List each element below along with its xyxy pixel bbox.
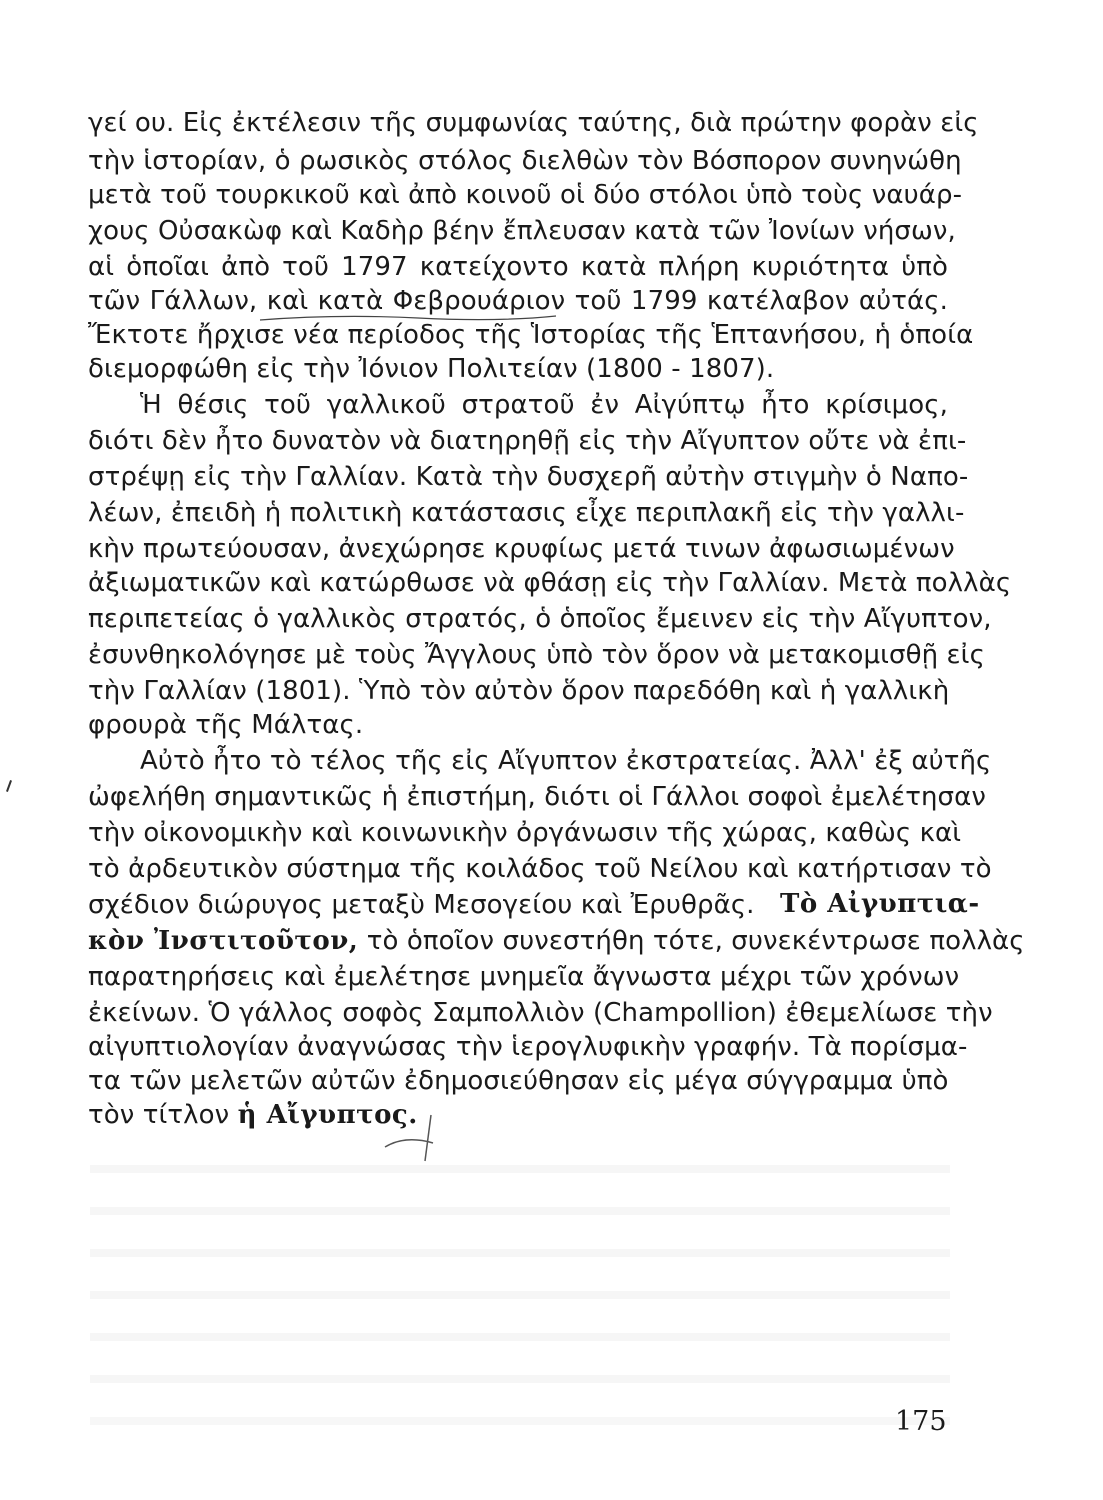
text-line: διότι δὲν ἦτο δυνατὸν νὰ διατηρηθῇ εἰς τὴν Αἴγυπτον οὔτε νὰ ἐπι- xyxy=(88,426,967,456)
institute-title-part-1: Τὸ Αἰγυπτια- xyxy=(780,889,980,919)
text-line: λέων, ἐπειδὴ ἡ πολιτικὴ κατάστασις εἶχε περιπλακῆ εἰς τὴν γαλλι- xyxy=(88,498,965,528)
text-line: ἐκείνων. Ὁ γάλλος σοφὸς Σαμπολλιὸν (Champollion) ἐθεμελίωσε τὴν xyxy=(88,998,993,1028)
text-line: Αὐτὸ ἦτο τὸ τέλος τῆς εἰς Αἴγυπτον ἐκστρατείας. Ἀλλ' ἐξ αὐτῆς xyxy=(140,746,992,776)
text-line: τὴν Γαλλίαν (1801). Ὑπὸ τὸν αὐτὸν ὅρον παρεδόθη καὶ ἡ γαλλικὴ xyxy=(88,676,950,706)
text-line: τὸ ἀρδευτικὸν σύστημα τῆς κοιλάδος τοῦ Νείλου καὶ κατήρτισαν τὸ xyxy=(88,854,992,884)
text-line: τα τῶν μελετῶν αὐτῶν ἐδημοσιεύθησαν εἰς μέγα σύγγραμμα ὑπὸ xyxy=(88,1066,949,1096)
text-span: σχέδιον διώρυγος μεταξὺ Μεσογείου καὶ Ἐρυθρᾶς. xyxy=(88,890,755,920)
margin-mark xyxy=(6,780,12,792)
text-line xyxy=(88,926,1025,956)
text-line: ὠφελήθη σημαντικῶς ἡ ἐπιστήμη, διότι οἱ Γάλλοι σοφοὶ ἐμελέτησαν xyxy=(88,782,986,812)
text-line: τῶν Γάλλων, καὶ κατὰ Φεβρουάριον τοῦ 1799 κατέλαβον αὐτάς. xyxy=(88,286,948,316)
text-line: περιπετείας ὁ γαλλικὸς στρατός, ὁ ὁποῖος ἔμεινεν εἰς τὴν Αἴγυπτον, xyxy=(88,604,992,634)
text-line: ἀξιωματικῶν καὶ κατώρθωσε νὰ φθάσῃ εἰς τὴν Γαλλίαν. Μετὰ πολλὰς xyxy=(88,568,1012,598)
bleed-through-text xyxy=(90,1135,950,1375)
text-line: διεμορφώθη εἰς τὴν Ἰόνιον Πολιτείαν (1800 - 1807). xyxy=(88,354,775,384)
text-line: χους Οὐσακὼφ καὶ Καδὴρ βέην ἔπλευσαν κατὰ τῶν Ἰονίων νήσων, xyxy=(88,216,956,246)
book-title: ἡ Αἴγυπτος. xyxy=(237,1100,418,1130)
text-line xyxy=(88,890,755,920)
text-line: αἰγυπτιολογίαν ἀναγνώσας τὴν ἱερογλυφικὴν γραφήν. Τὰ πορίσμα- xyxy=(88,1032,968,1062)
text-line: τὴν οἰκονομικὴν καὶ κοινωνικὴν ὀργάνωσιν τῆς χώρας, καθὼς καὶ xyxy=(88,818,962,848)
text-line: μετὰ τοῦ τουρκικοῦ καὶ ἀπὸ κοινοῦ οἱ δύο στόλοι ὑπὸ τοὺς ναυάρ- xyxy=(88,180,963,210)
pen-underline xyxy=(258,312,558,326)
text-span: τὸν τίτλον xyxy=(88,1100,230,1130)
text-line: γεί ου. Εἰς ἐκτέλεσιν τῆς συμφωνίας ταύτης, διὰ πρώτην φορὰν εἰς xyxy=(88,108,979,138)
text-line: φρουρὰ τῆς Μάλτας. xyxy=(88,710,364,740)
institute-title-part-2: κὸν Ἰνστιτοῦτον, xyxy=(88,926,359,956)
text-line: Ἡ θέσις τοῦ γαλλικοῦ στρατοῦ ἐν Αἰγύπτῳ ἦτο κρίσιμος, xyxy=(140,390,948,420)
text-line: παρατηρήσεις καὶ ἐμελέτησε μνημεῖα ἄγνωστα μέχρι τῶν χρόνων xyxy=(88,962,960,992)
text-line: κὴν πρωτεύουσαν, ἀνεχώρησε κρυφίως μετά τινων ἀφωσιωμένων xyxy=(88,534,955,564)
pen-mark xyxy=(375,1105,455,1165)
page-number: 175 xyxy=(895,1406,947,1437)
text-span: τὸ ὁποῖον συνεστήθη τότε, συνεκέντρωσε πολλὰς xyxy=(366,926,1025,956)
text-line xyxy=(88,1100,948,1130)
text-line: τὴν ἱστορίαν, ὁ ρωσικὸς στόλος διελθὼν τὸν Βόσπορον συνηνώθη xyxy=(88,146,962,176)
text-line: στρέψῃ εἰς τὴν Γαλλίαν. Κατὰ τὴν δυσχερῆ αὐτὴν στιγμὴν ὁ Ναπο- xyxy=(88,462,969,492)
text-line: Ἔκτοτε ἤρχισε νέα περίοδος τῆς Ἱστορίας τῆς Ἑπτανήσου, ἡ ὁποία xyxy=(88,320,974,350)
text-line: ἐσυνθηκολόγησε μὲ τοὺς Ἄγγλους ὑπὸ τὸν ὅρον νὰ μετακομισθῇ εἰς xyxy=(88,640,985,670)
text-line: αἱ ὁποῖαι ἀπὸ τοῦ 1797 κατείχοντο κατὰ πλήρη κυριότητα ὑπὸ xyxy=(88,252,948,282)
